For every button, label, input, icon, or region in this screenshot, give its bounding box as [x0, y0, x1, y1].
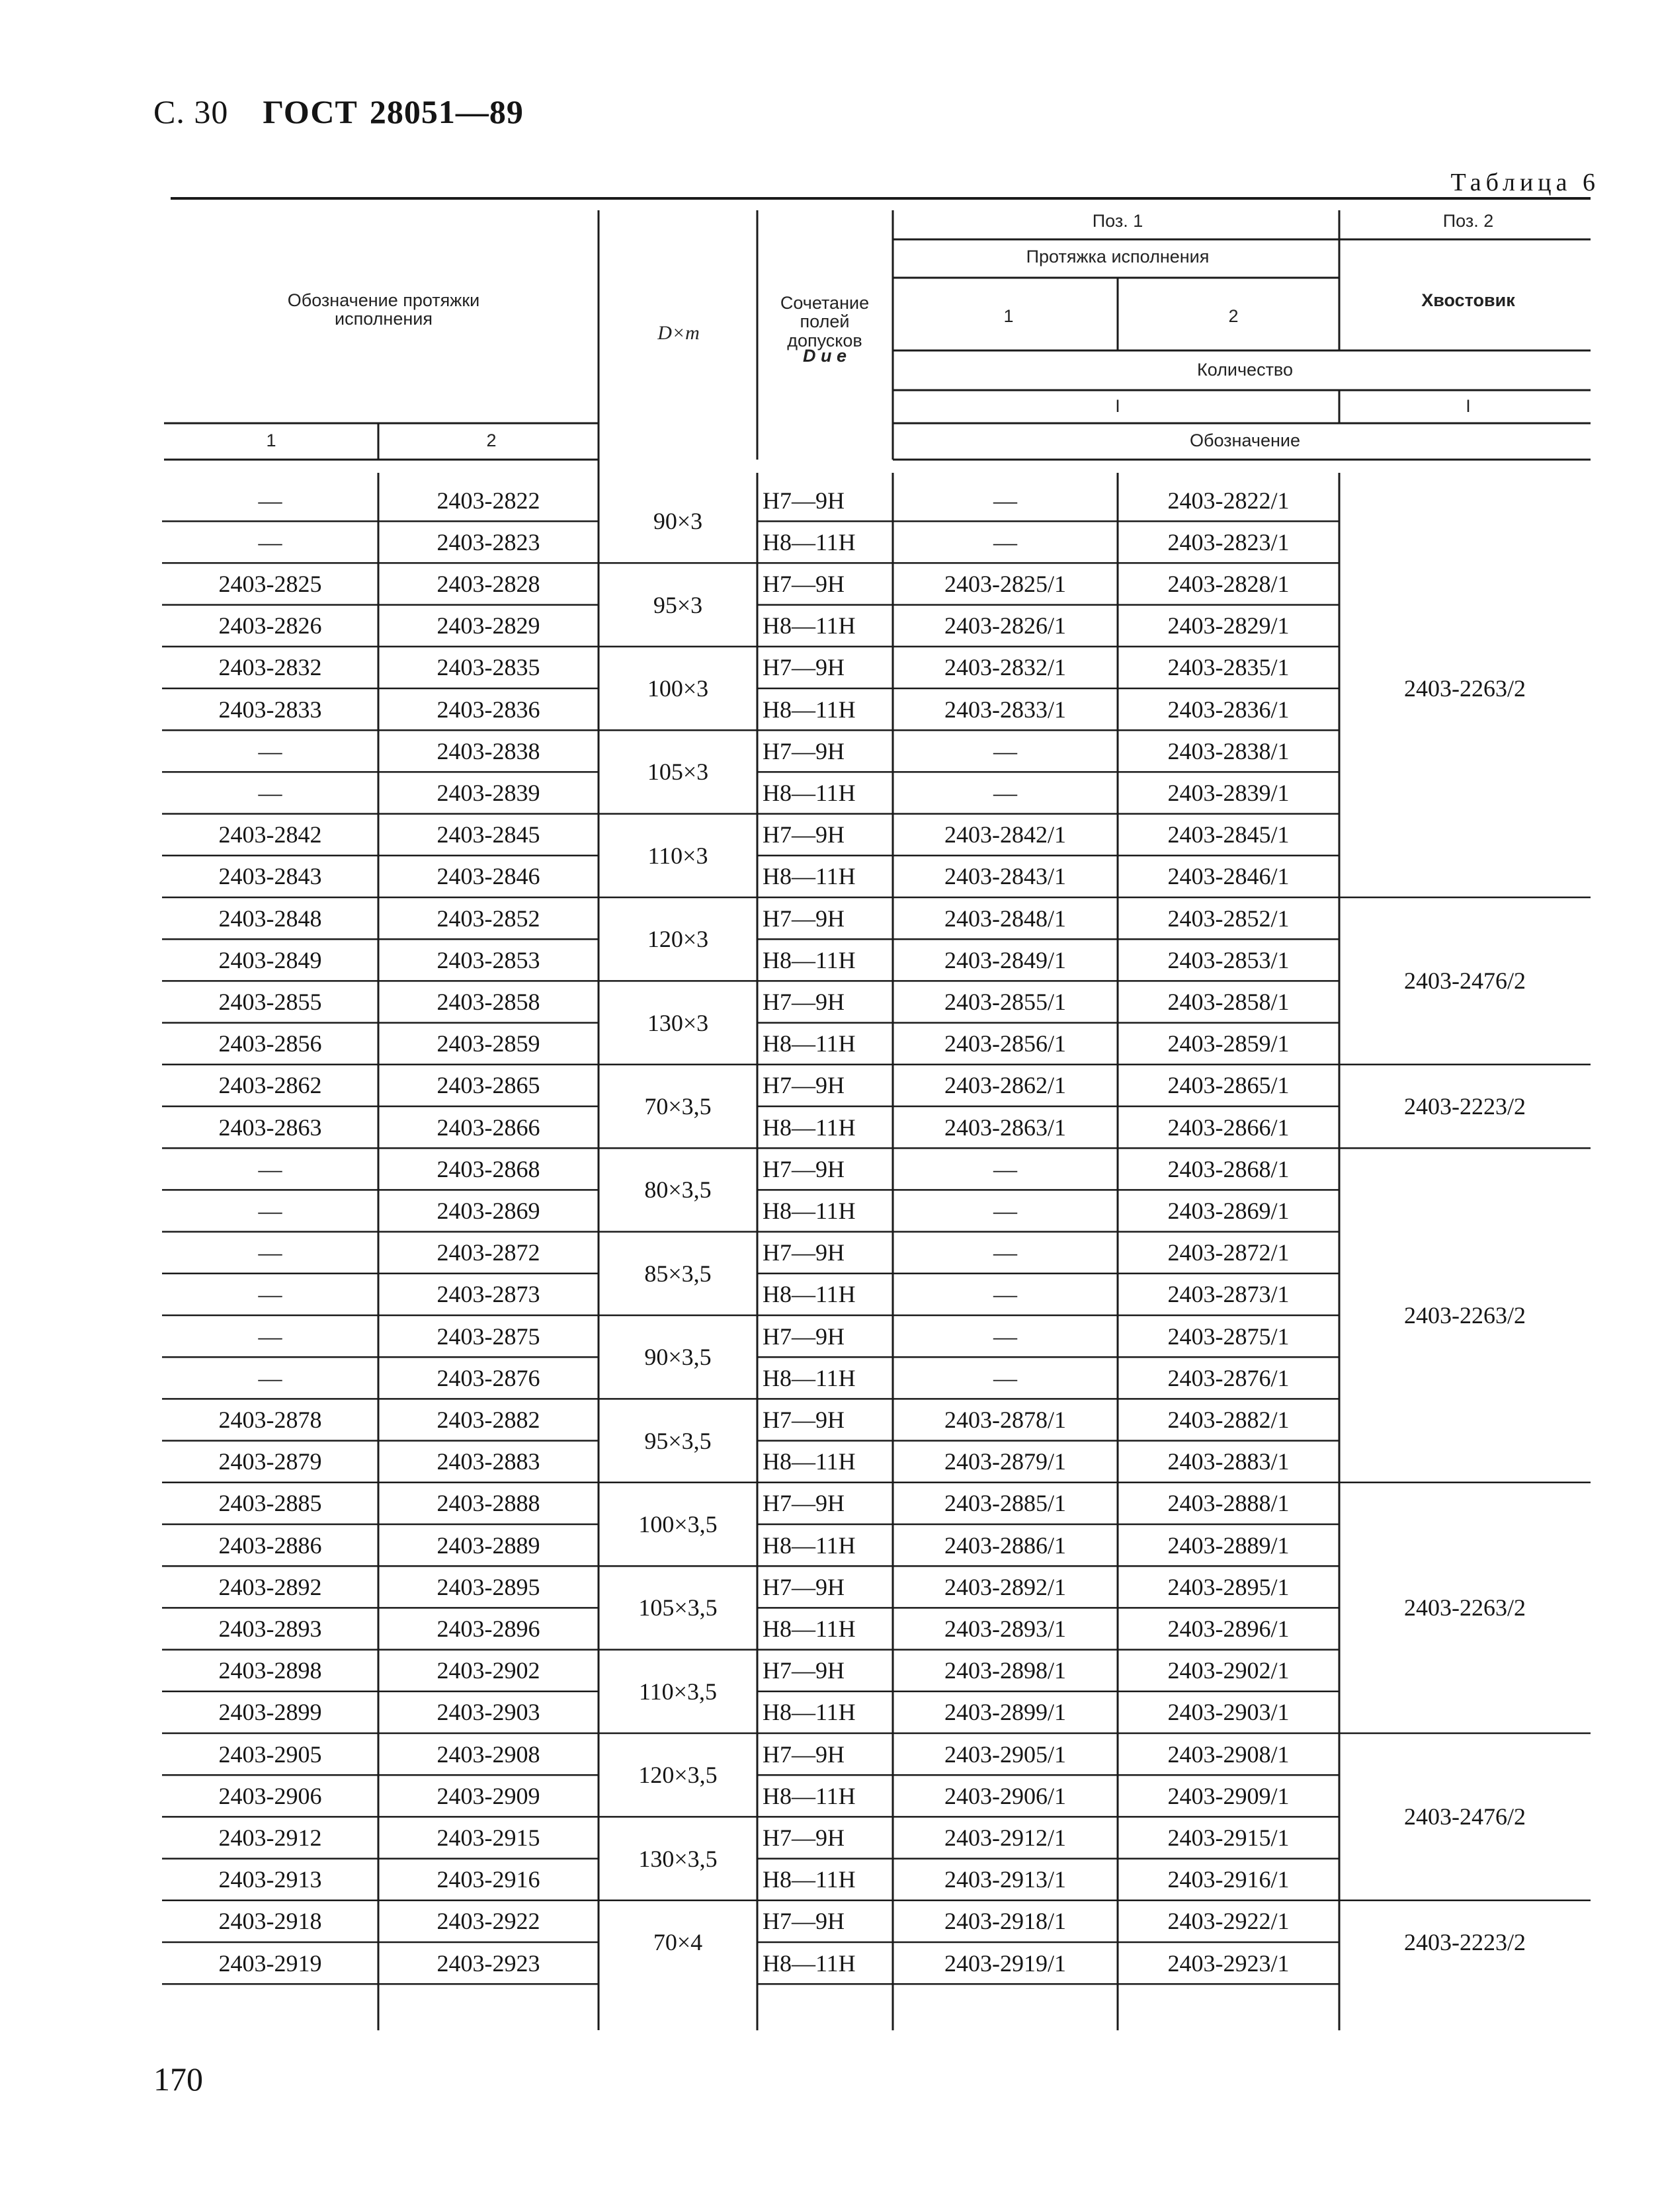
cell-designation-exec-2: 2403-2845 — [436, 821, 540, 848]
header-qty-1: I — [1115, 396, 1120, 416]
cell-broach-1: 2403-2886/1 — [944, 1532, 1066, 1559]
cell-designation-exec-2: 2403-2875 — [436, 1323, 540, 1350]
cell-designation-exec-1: 2403-2885 — [218, 1490, 322, 1517]
cell-dxm: 80×3,5 — [644, 1176, 712, 1204]
cell-designation-exec-1: 2403-2849 — [218, 946, 322, 973]
cell-tolerance-fit: H7—9H — [763, 1657, 845, 1684]
cell-tolerance-fit: H8—11H — [763, 1030, 856, 1057]
cell-designation-exec-1: 2403-2826 — [218, 612, 322, 639]
cell-tolerance-fit: H8—11H — [763, 780, 856, 806]
header-exec-2: 2 — [486, 430, 497, 450]
cell-broach-2: 2403-2829/1 — [1167, 612, 1290, 639]
cell-broach-2: 2403-2859/1 — [1167, 1030, 1290, 1057]
cell-broach-1: 2403-2899/1 — [944, 1699, 1066, 1726]
cell-designation-exec-1: — — [258, 528, 282, 555]
cell-tolerance-fit: H8—11H — [763, 946, 856, 973]
cell-designation-exec-1: 2403-2893 — [218, 1616, 322, 1642]
cell-broach-1: 2403-2862/1 — [944, 1072, 1066, 1099]
cell-designation-exec-2: 2403-2852 — [436, 905, 540, 932]
cell-tolerance-fit: H7—9H — [763, 905, 845, 932]
cell-designation-exec-2: 2403-2903 — [436, 1699, 540, 1726]
cell-broach-2: 2403-2865/1 — [1167, 1072, 1290, 1099]
header-qty-2: I — [1466, 396, 1471, 416]
cell-dxm: 120×3,5 — [638, 1762, 718, 1789]
cell-designation-exec-2: 2403-2822 — [436, 487, 540, 514]
cell-designation-exec-2: 2403-2888 — [436, 1490, 540, 1517]
cell-broach-2: 2403-2922/1 — [1167, 1908, 1290, 1935]
header-pos1: Поз. 1 — [1092, 211, 1143, 231]
cell-broach-2: 2403-2822/1 — [1167, 487, 1290, 514]
cell-dxm: 85×3,5 — [644, 1260, 712, 1287]
header-pos2: Поз. 2 — [1442, 211, 1494, 231]
cell-broach-2: 2403-2873/1 — [1167, 1281, 1290, 1308]
cell-designation-exec-2: 2403-2872 — [436, 1239, 540, 1266]
cell-broach-1: 2403-2832/1 — [944, 654, 1066, 681]
cell-broach-1: 2403-2863/1 — [944, 1114, 1066, 1141]
cell-broach-2: 2403-2916/1 — [1167, 1866, 1290, 1893]
cell-broach-2: 2403-2896/1 — [1167, 1616, 1290, 1642]
cell-designation-exec-2: 2403-2895 — [436, 1573, 540, 1600]
cell-designation-exec-1: — — [258, 737, 282, 764]
page-label: С. 30 — [153, 93, 229, 130]
cell-shank: 2403-2263/2 — [1404, 1594, 1526, 1621]
cell-broach-2: 2403-2902/1 — [1167, 1657, 1290, 1684]
cell-broach-2: 2403-2903/1 — [1167, 1699, 1290, 1726]
cell-designation-exec-2: 2403-2902 — [436, 1657, 540, 1684]
cell-designation-exec-1: 2403-2912 — [218, 1824, 322, 1851]
header-broach-exec: Протяжка исполнения — [1026, 247, 1210, 266]
cell-dxm: 90×3 — [653, 508, 703, 535]
cell-designation-exec-1: 2403-2832 — [218, 654, 322, 681]
cell-broach-1: — — [993, 1198, 1017, 1224]
cell-broach-1: 2403-2848/1 — [944, 905, 1066, 932]
cell-designation-exec-1: 2403-2862 — [218, 1072, 322, 1099]
cell-designation-exec-2: 2403-2823 — [436, 528, 540, 555]
cell-broach-1: — — [993, 1155, 1017, 1182]
cell-tolerance-fit: H7—9H — [763, 989, 845, 1015]
cell-designation-exec-1: — — [258, 1198, 282, 1224]
cell-broach-1: 2403-2833/1 — [944, 696, 1066, 723]
cell-broach-1: 2403-2843/1 — [944, 863, 1066, 890]
cell-designation-exec-2: 2403-2858 — [436, 989, 540, 1015]
cell-broach-1: 2403-2856/1 — [944, 1030, 1066, 1057]
cell-designation-exec-1: 2403-2913 — [218, 1866, 322, 1893]
cell-shank: 2403-2263/2 — [1404, 675, 1526, 702]
cell-broach-2: 2403-2853/1 — [1167, 946, 1290, 973]
cell-tolerance-fit: H8—11H — [763, 1198, 856, 1224]
cell-tolerance-fit: H8—11H — [763, 1532, 856, 1559]
page-number: 170 — [153, 2061, 203, 2098]
cell-dxm: 70×3,5 — [644, 1093, 712, 1120]
cell-broach-2: 2403-2909/1 — [1167, 1782, 1290, 1809]
cell-designation-exec-2: 2403-2923 — [436, 1949, 540, 1977]
table-caption: Таблица 6 — [1450, 169, 1600, 196]
cell-broach-1: 2403-2906/1 — [944, 1782, 1066, 1809]
cell-designation-exec-2: 2403-2896 — [436, 1616, 540, 1642]
cell-tolerance-fit: H7—9H — [763, 1323, 845, 1350]
cell-tolerance-fit: H7—9H — [763, 1908, 845, 1935]
cell-broach-2: 2403-2835/1 — [1167, 654, 1290, 681]
header-broach-1: 1 — [1003, 306, 1014, 326]
cell-designation-exec-2: 2403-2866 — [436, 1114, 540, 1141]
cell-designation-exec-1: — — [258, 487, 282, 514]
cell-broach-2: 2403-2869/1 — [1167, 1198, 1290, 1224]
cell-tolerance-fit: H7—9H — [763, 1573, 845, 1600]
cell-tolerance-fit: H7—9H — [763, 1155, 845, 1182]
cell-designation-exec-2: 2403-2865 — [436, 1072, 540, 1099]
cell-broach-1: 2403-2912/1 — [944, 1824, 1066, 1851]
cell-broach-1: 2403-2826/1 — [944, 612, 1066, 639]
cell-designation-exec-2: 2403-2846 — [436, 863, 540, 890]
cell-broach-2: 2403-2852/1 — [1167, 905, 1290, 932]
cell-designation-exec-2: 2403-2838 — [436, 737, 540, 764]
cell-broach-2: 2403-2839/1 — [1167, 780, 1290, 806]
cell-dxm: 130×3 — [647, 1009, 709, 1036]
cell-designation-exec-2: 2403-2922 — [436, 1908, 540, 1935]
cell-broach-2: 2403-2923/1 — [1167, 1949, 1290, 1977]
header-designation-label: Обозначение — [1190, 430, 1300, 450]
cell-broach-1: 2403-2913/1 — [944, 1866, 1066, 1893]
cell-tolerance-fit: H8—11H — [763, 1866, 856, 1893]
cell-tolerance-fit: H7—9H — [763, 654, 845, 681]
cell-tolerance-fit: H8—11H — [763, 1448, 856, 1475]
cell-broach-1: — — [993, 1323, 1017, 1350]
cell-tolerance-fit: H7—9H — [763, 1490, 845, 1517]
cell-designation-exec-2: 2403-2876 — [436, 1364, 540, 1391]
cell-broach-1: 2403-2919/1 — [944, 1949, 1066, 1977]
cell-designation-exec-1: 2403-2906 — [218, 1782, 322, 1809]
cell-dxm: 110×3 — [647, 842, 708, 869]
cell-tolerance-fit: H7—9H — [763, 737, 845, 764]
header-tolerance-sub: D и e — [802, 346, 847, 366]
cell-designation-exec-2: 2403-2859 — [436, 1030, 540, 1057]
cell-tolerance-fit: H8—11H — [763, 1281, 856, 1308]
cell-broach-1: 2403-2855/1 — [944, 989, 1066, 1015]
standard-number: 28051—89 — [369, 93, 524, 130]
cell-dxm: 70×4 — [653, 1929, 703, 1955]
cell-broach-1: — — [993, 780, 1017, 806]
cell-designation-exec-1: 2403-2919 — [218, 1949, 322, 1977]
cell-designation-exec-1: 2403-2843 — [218, 863, 322, 890]
cell-tolerance-fit: H8—11H — [763, 528, 856, 555]
cell-designation-exec-1: — — [258, 1281, 282, 1308]
cell-dxm: 95×3 — [653, 591, 703, 618]
cell-designation-exec-2: 2403-2908 — [436, 1741, 540, 1768]
cell-designation-exec-2: 2403-2883 — [436, 1448, 540, 1475]
cell-broach-1: 2403-2842/1 — [944, 821, 1066, 848]
cell-broach-1: — — [993, 528, 1017, 555]
cell-broach-1: — — [993, 1364, 1017, 1391]
cell-broach-1: 2403-2825/1 — [944, 571, 1066, 597]
cell-tolerance-fit: H7—9H — [763, 487, 845, 514]
cell-designation-exec-1: 2403-2842 — [218, 821, 322, 848]
cell-dxm: 100×3 — [647, 675, 709, 702]
cell-broach-1: 2403-2879/1 — [944, 1448, 1066, 1475]
cell-designation-exec-2: 2403-2909 — [436, 1782, 540, 1809]
cell-designation-exec-1: 2403-2856 — [218, 1030, 322, 1057]
cell-designation-exec-2: 2403-2829 — [436, 612, 540, 639]
cell-broach-1: 2403-2918/1 — [944, 1908, 1066, 1935]
cell-broach-2: 2403-2866/1 — [1167, 1114, 1290, 1141]
cell-designation-exec-2: 2403-2839 — [436, 780, 540, 806]
cell-tolerance-fit: H8—11H — [763, 612, 856, 639]
cell-designation-exec-1: 2403-2879 — [218, 1448, 322, 1475]
header-designation: Обозначение протяжки исполнения — [287, 290, 480, 329]
cell-broach-2: 2403-2895/1 — [1167, 1573, 1290, 1600]
cell-designation-exec-2: 2403-2828 — [436, 571, 540, 597]
cell-dxm: 100×3,5 — [638, 1511, 718, 1537]
cell-tolerance-fit: H7—9H — [763, 1824, 845, 1851]
header-broach-2: 2 — [1228, 306, 1239, 326]
cell-broach-1: — — [993, 1281, 1017, 1308]
cell-broach-1: 2403-2905/1 — [944, 1741, 1066, 1768]
cell-dxm: 105×3 — [647, 758, 709, 786]
cell-designation-exec-1: 2403-2899 — [218, 1699, 322, 1726]
cell-broach-2: 2403-2908/1 — [1167, 1741, 1290, 1768]
cell-tolerance-fit: H8—11H — [763, 1949, 856, 1977]
cell-broach-2: 2403-2882/1 — [1167, 1407, 1290, 1433]
cell-designation-exec-1: — — [258, 780, 282, 806]
cell-designation-exec-1: 2403-2905 — [218, 1741, 322, 1768]
cell-broach-1: 2403-2885/1 — [944, 1490, 1066, 1517]
cell-broach-1: 2403-2892/1 — [944, 1573, 1066, 1600]
cell-designation-exec-1: 2403-2886 — [218, 1532, 322, 1559]
cell-designation-exec-1: 2403-2848 — [218, 905, 322, 932]
cell-tolerance-fit: H8—11H — [763, 1699, 856, 1726]
cell-tolerance-fit: H7—9H — [763, 1741, 845, 1768]
cell-broach-2: 2403-2838/1 — [1167, 737, 1290, 764]
cell-dxm: 90×3,5 — [644, 1344, 712, 1371]
cell-dxm: 110×3,5 — [639, 1678, 717, 1705]
cell-broach-2: 2403-2872/1 — [1167, 1239, 1290, 1266]
cell-broach-2: 2403-2868/1 — [1167, 1155, 1290, 1182]
cell-broach-2: 2403-2888/1 — [1167, 1490, 1290, 1517]
standard-label: ГОСТ — [263, 93, 358, 130]
cell-designation-exec-1: 2403-2918 — [218, 1908, 322, 1935]
cell-dxm: 95×3,5 — [644, 1427, 712, 1454]
cell-broach-2: 2403-2915/1 — [1167, 1824, 1290, 1851]
header-exec-1: 1 — [266, 430, 276, 450]
cell-broach-2: 2403-2858/1 — [1167, 989, 1290, 1015]
cell-designation-exec-2: 2403-2915 — [436, 1824, 540, 1851]
cell-designation-exec-1: 2403-2878 — [218, 1407, 322, 1433]
cell-designation-exec-1: 2403-2833 — [218, 696, 322, 723]
cell-shank: 2403-2263/2 — [1404, 1302, 1526, 1329]
cell-tolerance-fit: H8—11H — [763, 696, 856, 723]
cell-tolerance-fit: H8—11H — [763, 1114, 856, 1141]
cell-tolerance-fit: H8—11H — [763, 863, 856, 890]
cell-designation-exec-1: 2403-2825 — [218, 571, 322, 597]
cell-designation-exec-2: 2403-2916 — [436, 1866, 540, 1893]
cell-shank: 2403-2223/2 — [1404, 1093, 1526, 1120]
cell-designation-exec-1: — — [258, 1239, 282, 1266]
cell-designation-exec-2: 2403-2835 — [436, 654, 540, 681]
cell-designation-exec-2: 2403-2836 — [436, 696, 540, 723]
cell-broach-1: — — [993, 487, 1017, 514]
cell-dxm: 130×3,5 — [638, 1845, 718, 1872]
cell-dxm: 120×3 — [647, 926, 709, 953]
cell-tolerance-fit: H7—9H — [763, 1072, 845, 1099]
cell-designation-exec-1: — — [258, 1323, 282, 1350]
cell-designation-exec-1: 2403-2892 — [218, 1573, 322, 1600]
cell-broach-2: 2403-2823/1 — [1167, 528, 1290, 555]
cell-designation-exec-1: 2403-2863 — [218, 1114, 322, 1141]
cell-tolerance-fit: H7—9H — [763, 1407, 845, 1433]
cell-tolerance-fit: H7—9H — [763, 571, 845, 597]
cell-broach-2: 2403-2875/1 — [1167, 1323, 1290, 1350]
cell-broach-2: 2403-2876/1 — [1167, 1364, 1290, 1391]
cell-tolerance-fit: H7—9H — [763, 821, 845, 848]
cell-designation-exec-1: 2403-2855 — [218, 989, 322, 1015]
cell-dxm: 105×3,5 — [638, 1594, 718, 1621]
cell-broach-2: 2403-2846/1 — [1167, 863, 1290, 890]
cell-tolerance-fit: H8—11H — [763, 1782, 856, 1809]
cell-shank: 2403-2223/2 — [1404, 1929, 1526, 1955]
cell-broach-1: 2403-2898/1 — [944, 1657, 1066, 1684]
header-quantity: Количество — [1197, 360, 1293, 380]
header-dxm: D×m — [657, 322, 700, 344]
cell-tolerance-fit: H7—9H — [763, 1239, 845, 1266]
cell-designation-exec-1: — — [258, 1155, 282, 1182]
cell-broach-2: 2403-2836/1 — [1167, 696, 1290, 723]
cell-broach-1: 2403-2849/1 — [944, 946, 1066, 973]
cell-designation-exec-2: 2403-2873 — [436, 1281, 540, 1308]
cell-designation-exec-2: 2403-2889 — [436, 1532, 540, 1559]
cell-broach-1: — — [993, 737, 1017, 764]
cell-tolerance-fit: H8—11H — [763, 1364, 856, 1391]
cell-designation-exec-1: 2403-2898 — [218, 1657, 322, 1684]
cell-broach-2: 2403-2889/1 — [1167, 1532, 1290, 1559]
cell-shank: 2403-2476/2 — [1404, 967, 1526, 995]
header-tolerance: Сочетание полей допусков — [780, 293, 870, 350]
cell-broach-2: 2403-2845/1 — [1167, 821, 1290, 848]
cell-designation-exec-2: 2403-2853 — [436, 946, 540, 973]
cell-shank: 2403-2476/2 — [1404, 1803, 1526, 1830]
cell-broach-1: — — [993, 1239, 1017, 1266]
cell-broach-1: 2403-2893/1 — [944, 1616, 1066, 1642]
cell-tolerance-fit: H8—11H — [763, 1616, 856, 1642]
cell-broach-2: 2403-2828/1 — [1167, 571, 1290, 597]
header-shank: Хвостовик — [1421, 290, 1515, 310]
cell-broach-2: 2403-2883/1 — [1167, 1448, 1290, 1475]
cell-designation-exec-2: 2403-2868 — [436, 1155, 540, 1182]
cell-designation-exec-1: — — [258, 1364, 282, 1391]
cell-designation-exec-2: 2403-2882 — [436, 1407, 540, 1433]
cell-broach-1: 2403-2878/1 — [944, 1407, 1066, 1433]
cell-designation-exec-2: 2403-2869 — [436, 1198, 540, 1224]
